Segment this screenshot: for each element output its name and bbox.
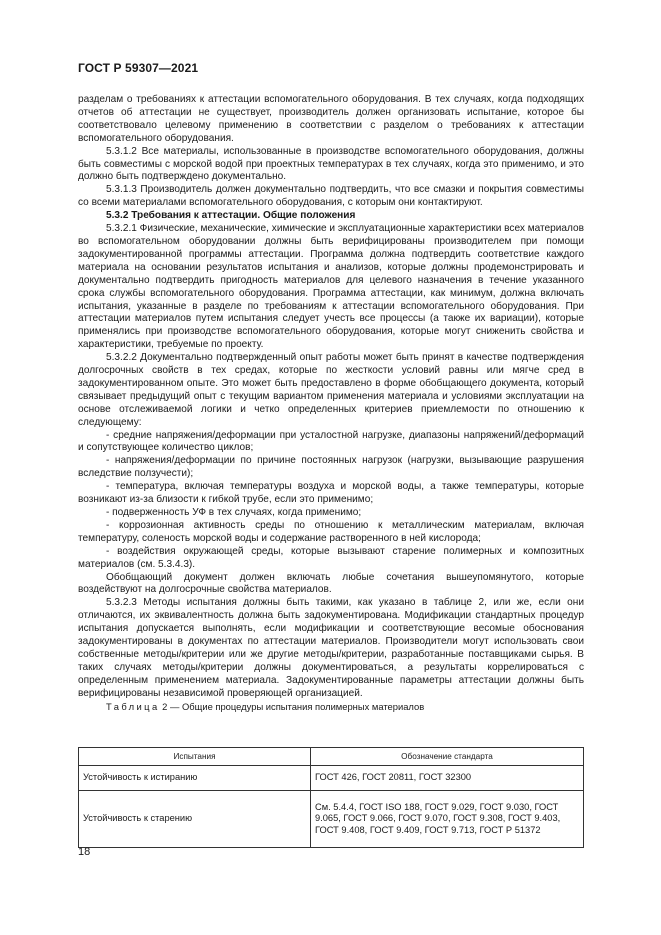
- table-cell: Устойчивость к истиранию: [79, 766, 311, 791]
- paragraph: 5.3.2.3 Методы испытания должны быть такими, как указано в таблице 2, или же, если они отличаются, их эквивалентность должна быть задокументирована. Модификации стандартных процедур испытания допускается выполнять, если модификации и соответствующие весомые обоснования задокументированы в документах по аттестации материалов. Производители могут использовать свои собственные методы/критерии или же другие методы/критерии, разработанные поставщиками сырья. В таких случаях методы/критерии должны документироваться, а результаты коррелироваться с определенным применением материала. Задокументированные параметры аттестации должны быть верифицированы независимой проверяющей организацией.: [78, 597, 584, 699]
- table-caption: [78, 701, 584, 714]
- list-item: - воздействия окружающей среды, которые вызывают старение полимерных и композитных материалов (см. 5.3.4.3).: [78, 545, 584, 570]
- column-header-tests: Испытания: [79, 748, 311, 766]
- paragraph: разделам о требованиях к аттестации вспомогательного оборудования. В тех случаях, когда подходящих отчетов об аттестации не существует, производитель должен организовать испытание, которое бы соответствовало целевому применению в соответствии с разделом о требованиях к аттестации вспомогательного оборудования.: [78, 94, 584, 144]
- paragraph: 5.3.1.3 Производитель должен документально подтвердить, что все смазки и покрытия совместимы со всеми материалами вспомогательного оборудования, с которым они контактируют.: [78, 184, 584, 209]
- list-item: - температура, включая температуры воздуха и морской воды, а также температуры, которые возникают из-за близости к гибкой трубе, если это применимо;: [78, 481, 584, 506]
- document-header: ГОСТ Р 59307—2021: [78, 61, 199, 75]
- body-text: [78, 94, 584, 714]
- page-number: 18: [78, 846, 91, 858]
- table-cell: См. 5.4.4, ГОСТ ISO 188, ГОСТ 9.029, ГОСТ 9.030, ГОСТ 9.065, ГОСТ 9.066, ГОСТ 9.070, ГОСТ 9.308, ГОСТ 9.403, ГОСТ 9.408, ГОСТ 9.409, ГОСТ 9.713, ГОСТ Р 51372: [311, 791, 584, 848]
- table-caption-text: 2 — Общие процедуры испытания полимерных материалов: [159, 700, 425, 712]
- list-item: - подверженность УФ в тех случаях, когда применимо;: [106, 507, 362, 518]
- list-item: - коррозионная активность среды по отношению к металлическим материалам, включая температуру, соленость морской воды и содержание растворенного в ней кислорода;: [78, 519, 584, 544]
- table-row: [79, 766, 584, 791]
- table-cell: ГОСТ 426, ГОСТ 20811, ГОСТ 32300: [311, 766, 584, 791]
- table-header-row: [79, 748, 584, 766]
- paragraph: 5.3.2.1 Физические, механические, химические и эксплуатационные характеристики всех материалов во вспомогательном оборудовании должны быть верифицированы производителем при помощи задокументированной программы аттестации. Программа должна подтвердить соответствие каждого материала на основании результатов испытания и анализов, которые должны продемонстрировать и документально подтвердить пригодность материалов для целевого назначения в течение указанного срока службы вспомогательного оборудования. Программа аттестации, как минимум, должна включать испытания, указанные в разделе по требованиям к аттестации вспомогательного оборудования. При аттестации материалов путем испытания следует учесть все процессы (а также их вариации), которые применялись при производстве вспомогательного оборудования, которые могут сниженить свойства и характеристики, требуемые по проекту.: [78, 223, 584, 351]
- table-row: [79, 791, 584, 848]
- table-caption-prefix: Таблица: [106, 700, 160, 712]
- list-item: - напряжения/деформации по причине постоянных нагрузок (нагрузки, вызывающие разрушения вследствие ползучести);: [78, 455, 584, 480]
- table-cell: Устойчивость к старению: [79, 791, 311, 848]
- paragraph: 5.3.2.2 Документально подтвержденный опыт работы может быть принят в качестве подтверждения долгосрочных свойств в тех средах, которые по жесткости условий равны или мягче сред в задокументированном опыте. Это может быть предоставлено в форме обобщающего документа, который связывает предыдущий опыт с текущим вариантом применения материала и условиями эксплуатации на основе отслеживаемой логики и четко определенных критериев приемлемости по отношению к следующему:: [78, 352, 584, 428]
- paragraph: 5.3.1.2 Все материалы, использованные в производстве вспомогательного оборудования, должны быть совместимы с морской водой при проектных температурах в тех случаях, когда это применимо, и это должно быть подтверждено документально.: [78, 145, 584, 183]
- paragraph: Обобщающий документ должен включать любые сочетания вышеупомянутого, которые воздействуют на долгосрочные свойства материалов.: [78, 571, 584, 596]
- section-heading: 5.3.2 Требования к аттестации. Общие положения: [106, 210, 356, 222]
- standards-table: [78, 747, 584, 848]
- list-item: - средние напряжения/деформации при усталостной нагрузке, диапазоны напряжений/деформаций и сопутствующее количество циклов;: [78, 429, 584, 454]
- column-header-standard: Обозначение стандарта: [311, 748, 584, 766]
